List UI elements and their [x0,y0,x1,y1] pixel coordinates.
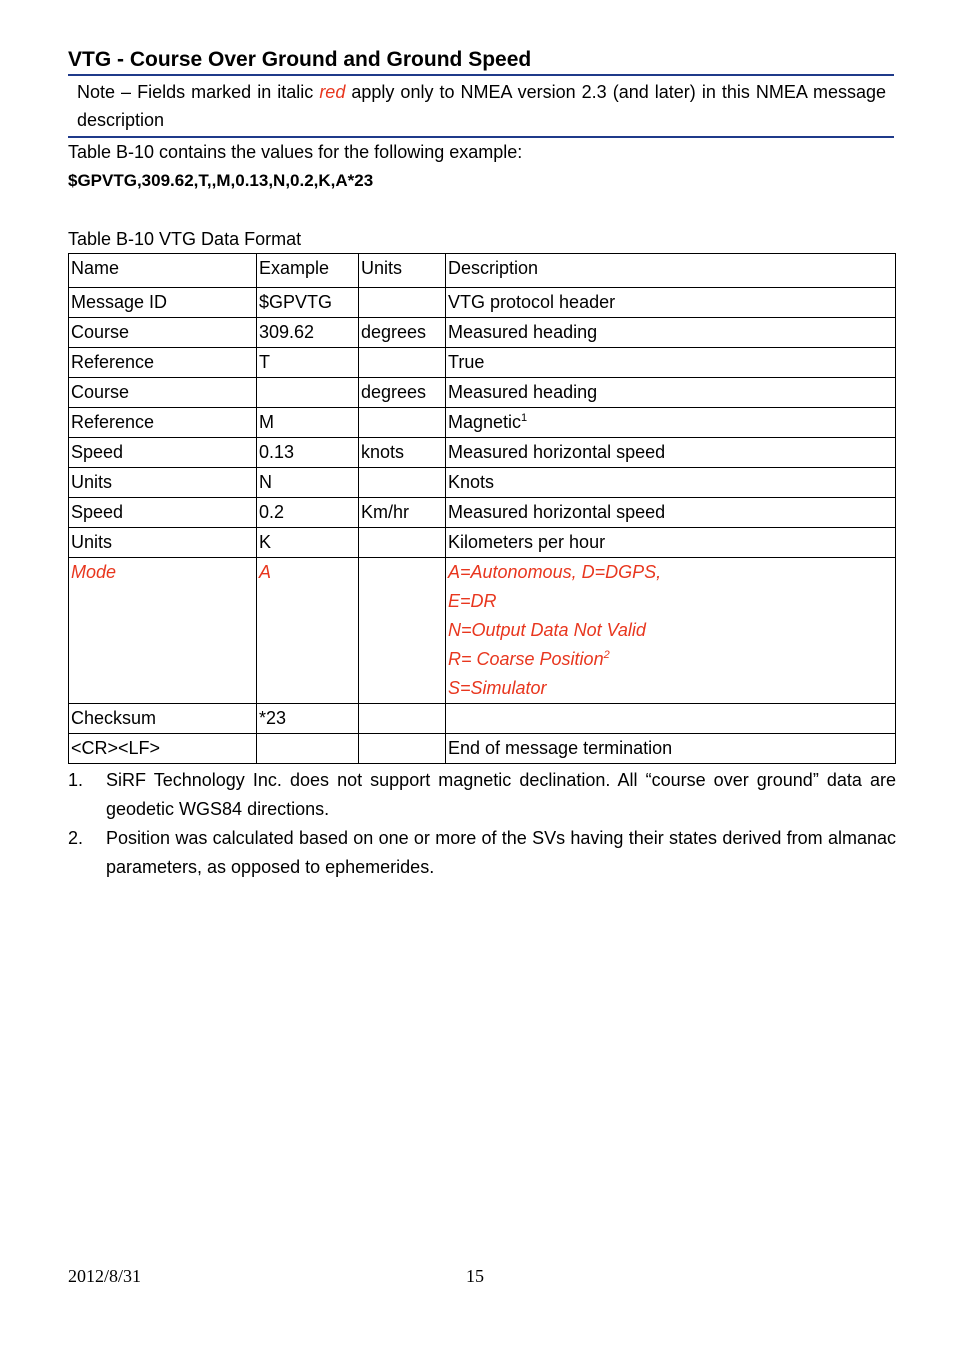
example-cell: *23 [257,704,359,734]
column-header: Description [446,254,896,288]
mode-value-text: A=Autonomous, D=DGPS, [448,562,662,582]
mode-value-line [448,674,893,703]
table-row [69,468,896,498]
footer-date: 2012/8/31 [68,1266,142,1286]
description-cell [446,528,896,558]
field-name-cell: Speed [69,498,257,528]
units-cell [359,468,446,498]
footnote-marker: 1 [521,412,528,424]
units-cell: knots [359,438,446,468]
footnote [68,824,896,882]
units-cell: degrees [359,318,446,348]
table-header-row [69,254,896,288]
table-row [69,704,896,734]
units-cell [359,408,446,438]
example-cell: $GPVTG [257,288,359,318]
footer-page-number: 15 [466,1266,484,1286]
description-text: Magnetic [448,412,522,432]
mode-value-line [448,645,893,674]
description-cell [446,468,896,498]
vtg-data-table [68,253,896,764]
mode-value-line [448,616,893,645]
description-cell [446,408,896,438]
mode-value-line [448,587,893,616]
field-name-cell: Reference [69,348,257,378]
example-sentence: $GPVTG,309.62,T,,M,0.13,N,0.2,K,A*23 [68,171,374,190]
mode-value-text: E=DR [448,591,497,611]
field-name-cell: <CR><LF> [69,734,257,764]
field-name-cell: Speed [69,438,257,468]
description-cell [446,498,896,528]
footnote [68,766,896,824]
units-cell [359,348,446,378]
mode-value-text: N=Output Data Not Valid [448,620,646,640]
example-cell: 0.13 [257,438,359,468]
example-cell [257,734,359,764]
column-header: Units [359,254,446,288]
description-cell [446,438,896,468]
column-header: Name [69,254,257,288]
intro-text: Table B-10 contains the values for the following example: [68,142,523,162]
description-cell [446,378,896,408]
table-row [69,528,896,558]
example-cell: 309.62 [257,318,359,348]
units-cell [359,734,446,764]
description-cell [446,348,896,378]
table-row [69,734,896,764]
description-cell [446,734,896,764]
note-highlight-word: red [319,82,346,102]
example-cell [257,378,359,408]
description-text: Kilometers per hour [448,532,606,552]
description-text: True [448,352,485,372]
example-cell: A [257,558,359,704]
column-header: Example [257,254,359,288]
table-row [69,348,896,378]
description-cell [446,558,896,704]
example-cell: M [257,408,359,438]
table-row-mode [69,558,896,704]
mode-value-text: R= Coarse Position [448,649,604,669]
example-cell: T [257,348,359,378]
footnotes [68,766,896,882]
table-row [69,378,896,408]
units-cell [359,704,446,734]
units-cell [359,558,446,704]
version-note [68,78,894,138]
field-name-cell: Checksum [69,704,257,734]
field-name-cell: Message ID [69,288,257,318]
description-text: VTG protocol header [448,292,616,312]
units-cell [359,288,446,318]
table-row [69,498,896,528]
description-text: Measured heading [448,382,598,402]
field-name-cell: Course [69,378,257,408]
description-text: Measured heading [448,322,598,342]
footnote-text: SiRF Technology Inc. does not support magnetic declination. All “course over ground” data are geodetic WGS84 directions. [106,770,896,819]
table-row [69,438,896,468]
mode-value-text: S=Simulator [448,678,547,698]
field-name-cell: Reference [69,408,257,438]
description-text: Measured horizontal speed [448,442,666,462]
footnote-number: 1. [68,770,84,790]
section-title: VTG - Course Over Ground and Ground Speed [68,46,894,76]
description-text: Measured horizontal speed [448,502,666,522]
note-text-after: apply only to NMEA version 2.3 (and later) in this NMEA message description [77,82,886,130]
table-row [69,288,896,318]
field-name-cell: Course [69,318,257,348]
field-name-cell: Units [69,528,257,558]
field-name-cell: Units [69,468,257,498]
table-row [69,408,896,438]
table-row [69,318,896,348]
footnote-marker: 2 [603,649,610,661]
description-cell [446,288,896,318]
description-cell [446,318,896,348]
mode-value-line [448,558,893,587]
description-text: Knots [448,472,495,492]
field-name-cell: Mode [69,558,257,704]
units-cell: Km/hr [359,498,446,528]
footnote-text: Position was calculated based on one or more of the SVs having their states derived from almanac parameters, as opposed to ephemerides. [106,828,896,877]
description-cell [446,704,896,734]
units-cell [359,528,446,558]
description-text: End of message termination [448,738,673,758]
example-cell: K [257,528,359,558]
table-caption: Table B-10 VTG Data Format [68,229,302,249]
units-cell: degrees [359,378,446,408]
note-text-before: Note – Fields marked in italic [77,82,320,102]
footnote-number: 2. [68,828,84,848]
example-cell: N [257,468,359,498]
example-cell: 0.2 [257,498,359,528]
